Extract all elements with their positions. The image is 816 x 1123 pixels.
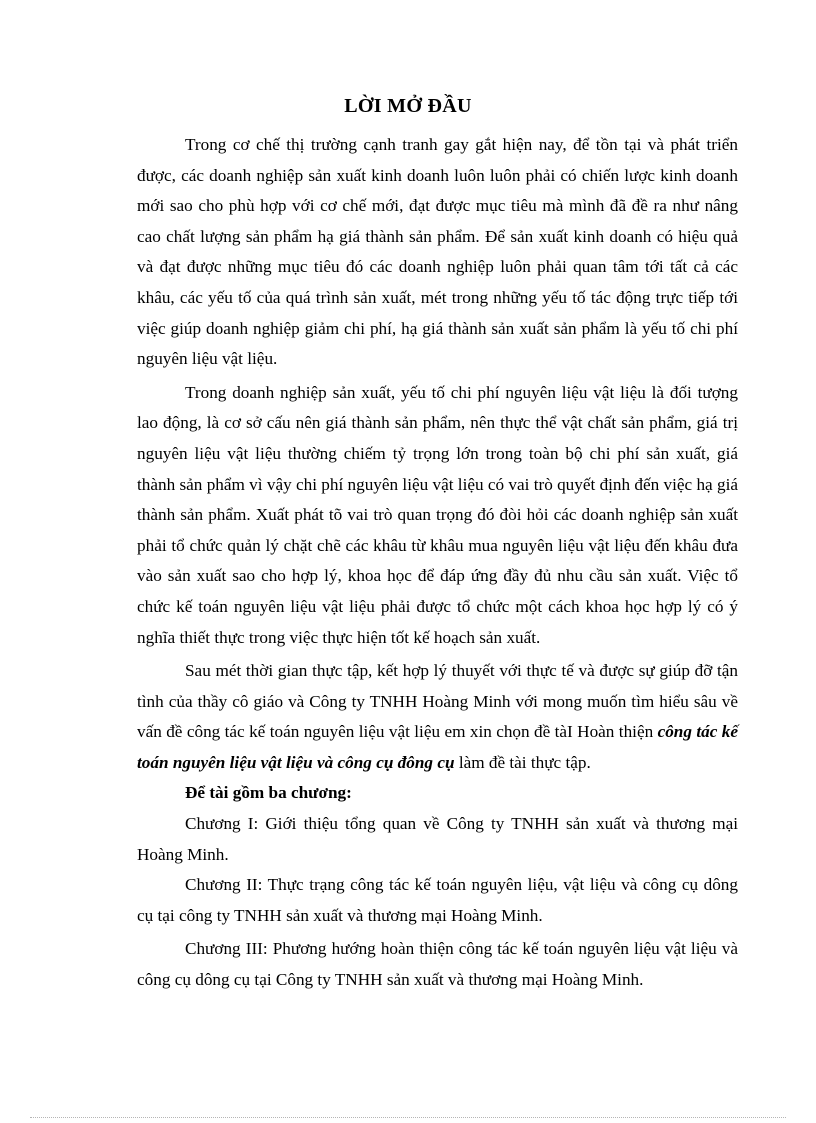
document-body [137,130,738,999]
paragraph-2: Trong doanh nghiệp sản xuất, yếu tố chi phí nguyên liệu vật liệu là đối tượng lao động, là cơ sở cấu nên giá thành sản phẩm, nên thực thể vật chất sản phẩm, giá trị nguyên liệu vật liệu thường chiếm tỷ trọng lớn trong toàn bộ chi phí sản xuất, giá thành sản phẩm vì vậy chi phí nguyên liệu vật liệu có vai trò quyết định đến việc hạ giá thành sản phẩm. Xuất phát tõ vai trò quan trọng đó đòi hỏi các doanh nghiệp sản xuất phải tổ chức quản lý chặt chẽ các khâu từ khâu mua nguyên liệu vật liệu đến khâu đưa vào sản xuất sao cho hợp lý, khoa học để đáp ứng đầy đủ nhu cầu sản xuất. Việc tổ chức kế toán nguyên liệu vật liệu phải được tổ chức một cách khoa học hợp lý có ý nghĩa thiết thực trong việc thực hiện tốt kế hoạch sản xuất. [137,382,738,647]
paragraph-3-tail: làm đề tài thực tập. [454,752,591,772]
paragraph-3-lead: Sau mét thời gian thực tập, kết hợp lý thuyết với thực tế và được sự giúp đỡ tận tình của thầy cô giáo và Công ty TNHH Hoàng Minh với mong muốn tìm hiểu sâu về vấn đề công tác kế toán nguyên liệu vật liệu em xin chọn đề tàI Hoàn thiện [137,661,738,742]
paragraph-3 [137,656,738,778]
chapter-3: Chương III: Phương hướng hoàn thiện công tác kế toán nguyên liệu vật liệu và công cụ dông cụ tại Công ty TNHH sản xuất và thương mại Hoàng Minh. [137,939,738,990]
chapter-2: Chương II: Thực trạng công tác kế toán nguyên liệu, vật liệu và công cụ dông cụ tại công ty TNHH sản xuất và thương mại Hoàng Minh. [137,875,738,925]
chapter-1: Chương I: Giới thiệu tổng quan về Công ty TNHH sản xuất và thương mại Hoàng Minh. [137,814,738,864]
paragraph-1: Trong cơ chế thị trường cạnh tranh gay gắt hiện nay, để tồn tại và phát triển được, các doanh nghiệp sản xuất kinh doanh luôn luôn phải có chiến lược kinh doanh mới sao cho phù hợp với cơ chế mới, đạt được mục tiêu mà mình đã đề ra như nâng cao chất lượng sản phẩm hạ giá thành sản phẩm. Để sản xuất kinh doanh có hiệu quả và đạt được những mục tiêu đó các doanh nghiệp luôn phải quan tâm tới tất cả các khâu, các yếu tố của quá trình sản xuất, mét trong những yếu tố tác động trực tiếp tới việc giúp doanh nghiệp giảm chi phí, hạ giá thành sản xuất sản phẩm là yếu tố chi phí nguyên liệu vật liệu. [137,135,738,369]
chapters-heading: Để tài gồm ba chương: [185,783,352,803]
page-title: LỜI MỞ ĐẦU [344,95,472,117]
page-bottom-divider [30,1117,786,1118]
thesis-topic-emphasis: công tác kế toán nguyên liệu vật liệu và công cụ đông cụ [137,722,738,772]
